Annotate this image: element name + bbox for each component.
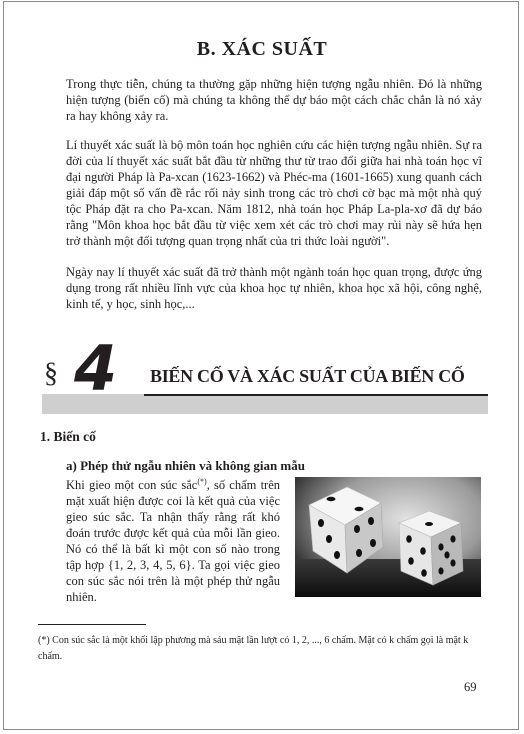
- subsection-heading: 1. Biến cố: [40, 429, 96, 444]
- subsubsection-heading: a) Phép thử ngẫu nhiên và không gian mẫu: [66, 458, 305, 473]
- dice-paragraph-rest: , số chấm trên mặt xuất hiện được coi là kết quả của việc gieo súc sắc. Ta nhận thấy rằng rất khó đoán trước được kết quả của mỗi lần gieo. Nó có thể là bất kì một con số nào trong tập hợp {1, 2, 3, 4, 5, 6}. Ta gọi việc gieo con súc sắc nói trên là một phép thử ngẫu nhiên.: [66, 478, 281, 604]
- dice-paragraph-start: Khi gieo một con súc sắc: [66, 478, 198, 492]
- dice-paragraph: [66, 477, 280, 605]
- page-number: 69: [464, 680, 477, 694]
- intro-paragraph-3: Ngày nay lí thuyết xác suất đã trở thành một ngành toán học quan trọng, được ứng dụng trong rất nhiều lĩnh vực của khoa học tự nhiên, khoa học xã hội, công nghệ, kinh tế, y học, sinh học,...: [66, 265, 482, 311]
- intro-paragraph-1: Trong thực tiễn, chúng ta thường gặp những hiện tượng ngẫu nhiên. Đó là những hiện tượng (biến cố) mà chúng ta không thể dự báo một cách chắc chắn là nó xảy ra hay không xảy ra.: [66, 77, 482, 123]
- section-title: B. XÁC SUẤT: [196, 38, 328, 60]
- intro-paragraph-2: Lí thuyết xác suất là bộ môn toán học nghiên cứu các hiện tượng ngẫu nhiên. Sự ra đời của lí thuyết xác suất bắt đầu từ những thư từ trao đổi giữa hai nhà toán học vĩ đại người Pháp là Pa-xcan (1623-1662) và Phéc-ma (1601-1665) xung quanh cách giải đáp một số vấn đề rắc rối nảy sinh trong các trò chơi cờ bạc mà một nhà quý tộc Pháp đặt ra cho Pa-xcan. Năm 1812, nhà toán học Pháp La-pla-xơ đã dự báo rằng "Môn khoa học bắt đầu từ việc xem xét các trò chơi may rủi này sẽ hứa hẹn trở thành một đối tượng quan trọng nhất của tri thức loài người".: [66, 138, 482, 248]
- lesson-header-rule: [144, 394, 488, 396]
- lesson-header: [40, 332, 488, 416]
- footnote-mark: (*): [197, 476, 207, 486]
- footnote-divider: [38, 624, 146, 625]
- right-die: [399, 511, 463, 585]
- dice-photo: [295, 477, 481, 597]
- section-sign: §: [44, 358, 58, 389]
- lesson-title: BIẾN CỐ VÀ XÁC SUẤT CỦA BIẾN CỐ: [150, 366, 465, 386]
- lesson-number: 4: [74, 332, 118, 405]
- footnote: (*) Con súc sắc là một khối lập phương mà sáu mặt lần lượt có 1, 2, ..., 6 chấm. Mặt có k chấm gọi là mặt k chấm.: [38, 635, 469, 662]
